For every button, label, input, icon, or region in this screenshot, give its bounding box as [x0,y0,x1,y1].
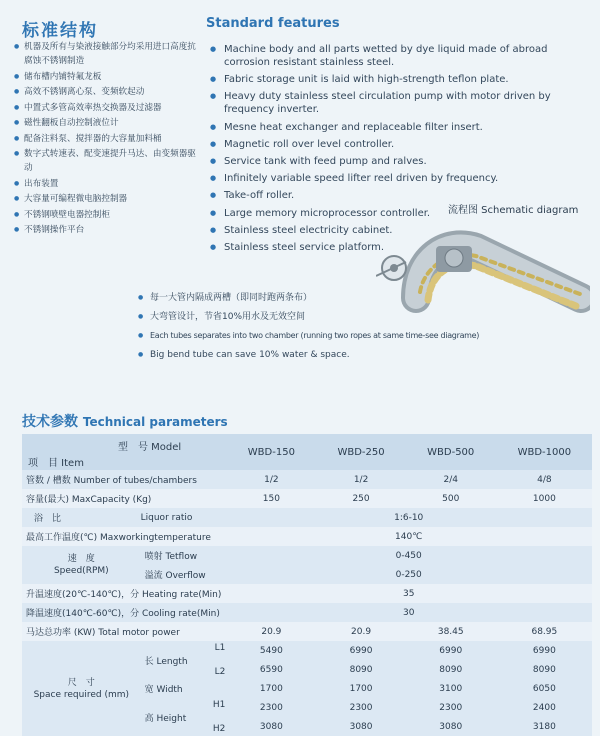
table-cell: 6990 [497,641,592,660]
tech-params-table [22,434,592,736]
row-label [22,641,141,736]
table-cell: 2300 [225,698,317,717]
feature-cn-item: ● 储布槽内铺特氟龙板 [14,70,204,84]
l1-label: L1 [214,643,226,653]
table-row [22,527,592,546]
table-cell: 3080 [405,717,497,736]
table-cell: 3180 [497,717,592,736]
feature-cn-item: ● 不锈钢喷壁电器控制柜 [14,208,204,222]
table-row [22,603,592,622]
ratio-label-cn: 浴 比 [34,514,62,524]
feature-en-item: ● Take-off roller. [208,189,593,202]
row-sublabel: 宽 Width [141,679,226,698]
feature-cn-item: ● 不锈钢操作平台 [14,223,204,237]
feature-cn-item: ● 大容量可编程微电脑控制器 [14,192,204,206]
model-cell: WBD-500 [405,434,497,470]
table-cell: 20.9 [225,622,317,641]
features-title-en: Standard features [206,16,340,31]
table-cell: 3080 [225,717,317,736]
table-cell: 6990 [317,641,404,660]
feature-en-item: ● Fabric storage unit is laid with high-strength teflon plate. [208,73,593,86]
table-cell: 68.95 [497,622,592,641]
table-row [22,584,592,603]
table-cell: 35 [225,584,592,603]
feature-cn-item: ● 机器及所有与染液接触部分均采用进口高度抗腐蚀不锈钢制造 [14,40,204,68]
note-item: ● 大弯管设计，节省10%用水及无效空间 [138,311,479,323]
tech-title-cn: 技术参数 [22,414,78,430]
feature-cn-item: ● 数字式转速表、配变速提升马达、由变频器驱动 [14,147,204,175]
space-label-en: Space required (mm) [33,689,130,700]
h1-label: H1 [212,700,226,710]
feature-en-item: ● Magnetic roll over level controller. [208,138,593,151]
table-cell: 8090 [497,660,592,679]
table-cell: 1700 [225,679,317,698]
h2-label: H2 [212,724,226,734]
note-item: ● Each tubes separates into two chamber (running two ropes at same time-see diagrame) [138,330,479,342]
table-cell: 8090 [317,660,404,679]
table-cell: 150 [225,489,317,508]
feature-cn-item: ● 配备注料泵、搅拌器的大容量加料桶 [14,132,204,146]
table-cell: 1/2 [225,470,317,489]
table-cell: 2300 [405,698,497,717]
feature-cn-item: ● 高效不锈钢离心泵、变频软起动 [14,85,204,99]
row-label: 降温速度(140℃-60℃)，分 Cooling rate(Min) [22,603,225,622]
tech-params-title [22,411,228,431]
note-item: ● 每一大管内隔成两槽（即同时跑两条布） [138,292,479,304]
table-row [22,546,592,565]
row-sublabel: 溢流 Overflow [141,565,226,584]
note-item: ● Big bend tube can save 10% water & space. [138,349,479,361]
feature-cn-item: ● 中置式多管高效率热交换器及过滤器 [14,101,204,115]
height-label: 高 Height [144,713,187,724]
row-sublabel [141,641,226,679]
features-list-cn [14,40,204,239]
feature-en-item: ● Heavy duty stainless steel circulation pump with motor driven by frequency inverter. [208,90,593,116]
feature-en-item: ● Stainless steel service platform. [208,241,593,254]
table-cell: 4/8 [497,470,592,489]
row-label-en: Liquor ratio [141,508,226,527]
row-sublabel: 喷射 Tetflow [141,546,226,565]
row-label: 最高工作温度(℃) Maxworkingtemperature [22,527,225,546]
item-label: 项 目 Item [28,458,84,469]
table-cell: 1/2 [317,470,404,489]
table-cell: 1:6-10 [225,508,592,527]
table-header-row [22,434,592,470]
table-cell: 6590 [225,660,317,679]
table-cell: 8090 [405,660,497,679]
row-label: 容量(最大) MaxCapacity (Kg) [22,489,225,508]
features-title-cn: 标准结构 [22,21,98,41]
table-cell: 3080 [317,717,404,736]
table-cell: 3100 [405,679,497,698]
table-cell: 2400 [497,698,592,717]
feature-en-item: ● Service tank with feed pump and ralves. [208,155,593,168]
l2-label: L2 [214,667,226,677]
table-row [22,470,592,489]
feature-en-item: ● Machine body and all parts wetted by dye liquid made of abroad corrosion resistant stainless steel. [208,43,593,69]
feature-cn-item: ● 出布装置 [14,177,204,191]
length-label: 长 Length [144,656,188,667]
space-label-cn: 尺 寸 [67,677,95,688]
table-cell: 0-450 [225,546,592,565]
table-cell: 20.9 [317,622,404,641]
row-label: 管数 / 槽数 Number of tubes/chambers [22,470,225,489]
table-cell: 1000 [497,489,592,508]
table-cell: 1700 [317,679,404,698]
feature-en-item: ● Mesne heat exchanger and replaceable filter insert. [208,121,593,134]
row-sublabel [141,698,226,736]
tech-title-en: Technical parameters [82,415,228,429]
diagram-title: 流程图 Schematic diagram [448,205,579,216]
row-label [22,508,141,527]
table-row [22,641,592,660]
table-cell: 6050 [497,679,592,698]
feature-en-item: ● Infinitely variable speed lifter reel driven by frequency. [208,172,593,185]
notes-list [138,292,479,368]
row-label [22,546,141,584]
table-cell: 2300 [317,698,404,717]
model-cell: WBD-1000 [497,434,592,470]
table-cell: 2/4 [405,470,497,489]
feature-en-item: ● Stainless steel electricity cabinet. [208,224,593,237]
table-cell: 500 [405,489,497,508]
table-cell: 30 [225,603,592,622]
feature-en-item: ● Large memory microprocessor controller. [208,207,593,220]
table-row [22,508,592,527]
model-cell: WBD-150 [225,434,317,470]
model-label: 型 号 Model [118,442,182,453]
table-cell: 140℃ [225,527,592,546]
table-cell: 38.45 [405,622,497,641]
table-row [22,489,592,508]
table-row [22,622,592,641]
speed-label-en: Speed(RPM) [53,566,109,576]
table-cell: 250 [317,489,404,508]
model-cell: WBD-250 [317,434,404,470]
table-cell: 6990 [405,641,497,660]
row-label: 马达总功率 (KW) Total motor power [22,622,225,641]
table-cell: 0-250 [225,565,592,584]
speed-label-cn: 速 度 [67,554,95,564]
table-cell: 5490 [225,641,317,660]
row-label: 升温速度(20℃-140℃)，分 Heating rate(Min) [22,584,225,603]
feature-cn-item: ● 磁性翻板自动控制液位计 [14,116,204,130]
